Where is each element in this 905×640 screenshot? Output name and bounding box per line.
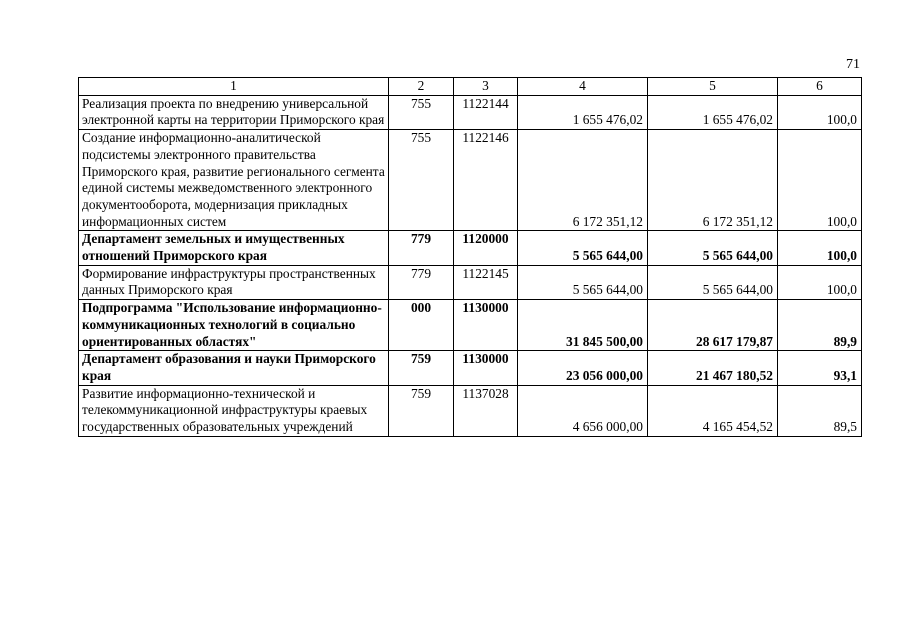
row-percent-cell: 100,0 [778, 265, 862, 299]
row-name-cell: Создание информационно-аналитической подсистемы электронного правительства Приморского края, развитие регионального сегмента единой системы межведомственного электронного документооборота, модернизация прикладных информационных систем [79, 130, 389, 231]
row-percent-cell: 89,9 [778, 300, 862, 351]
row-plan-cell: 1 655 476,02 [518, 95, 648, 129]
row-code-admin-cell: 759 [389, 351, 454, 385]
row-percent-cell: 89,5 [778, 385, 862, 436]
row-code-target-cell: 1122145 [454, 265, 518, 299]
table-row [79, 95, 862, 129]
row-plan-cell: 23 056 000,00 [518, 351, 648, 385]
table-row [79, 351, 862, 385]
header-col-2: 2 [389, 78, 454, 96]
header-col-3: 3 [454, 78, 518, 96]
row-percent-cell: 100,0 [778, 231, 862, 265]
row-code-admin-cell: 779 [389, 265, 454, 299]
row-name-cell: Развитие информационно-технической и телекоммуникационной инфраструктуры краевых государственных образовательных учреждений [79, 385, 389, 436]
table-row [79, 300, 862, 351]
row-percent-cell: 100,0 [778, 95, 862, 129]
table-row [79, 231, 862, 265]
row-actual-cell: 28 617 179,87 [648, 300, 778, 351]
row-actual-cell: 5 565 644,00 [648, 265, 778, 299]
header-row [79, 78, 862, 96]
row-code-admin-cell: 755 [389, 95, 454, 129]
table-body [79, 95, 862, 436]
row-percent-cell: 93,1 [778, 351, 862, 385]
row-code-target-cell: 1120000 [454, 231, 518, 265]
row-name-cell: Формирование инфраструктуры пространственных данных Приморского края [79, 265, 389, 299]
table-row [79, 265, 862, 299]
row-actual-cell: 5 565 644,00 [648, 231, 778, 265]
row-percent-cell: 100,0 [778, 130, 862, 231]
row-plan-cell: 31 845 500,00 [518, 300, 648, 351]
page-number: 71 [846, 57, 860, 72]
row-actual-cell: 4 165 454,52 [648, 385, 778, 436]
header-col-1: 1 [79, 78, 389, 96]
row-name-cell: Реализация проекта по внедрению универсальной электронной карты на территории Приморского края [79, 95, 389, 129]
row-plan-cell: 6 172 351,12 [518, 130, 648, 231]
row-actual-cell: 6 172 351,12 [648, 130, 778, 231]
row-code-admin-cell: 755 [389, 130, 454, 231]
header-col-6: 6 [778, 78, 862, 96]
table-row [79, 130, 862, 231]
row-actual-cell: 21 467 180,52 [648, 351, 778, 385]
row-code-admin-cell: 000 [389, 300, 454, 351]
row-plan-cell: 4 656 000,00 [518, 385, 648, 436]
row-name-cell: Подпрограмма "Использование информационно-коммуникационных технологий в социально ориентированных областях" [79, 300, 389, 351]
row-plan-cell: 5 565 644,00 [518, 265, 648, 299]
row-code-target-cell: 1122144 [454, 95, 518, 129]
row-code-target-cell: 1130000 [454, 300, 518, 351]
row-name-cell: Департамент земельных и имущественных отношений Приморского края [79, 231, 389, 265]
row-code-target-cell: 1130000 [454, 351, 518, 385]
row-actual-cell: 1 655 476,02 [648, 95, 778, 129]
row-code-target-cell: 1137028 [454, 385, 518, 436]
table-row [79, 385, 862, 436]
budget-table [78, 77, 862, 437]
row-code-target-cell: 1122146 [454, 130, 518, 231]
header-col-5: 5 [648, 78, 778, 96]
table-header [79, 78, 862, 96]
row-name-cell: Департамент образования и науки Приморского края [79, 351, 389, 385]
row-code-admin-cell: 759 [389, 385, 454, 436]
row-plan-cell: 5 565 644,00 [518, 231, 648, 265]
row-code-admin-cell: 779 [389, 231, 454, 265]
header-col-4: 4 [518, 78, 648, 96]
